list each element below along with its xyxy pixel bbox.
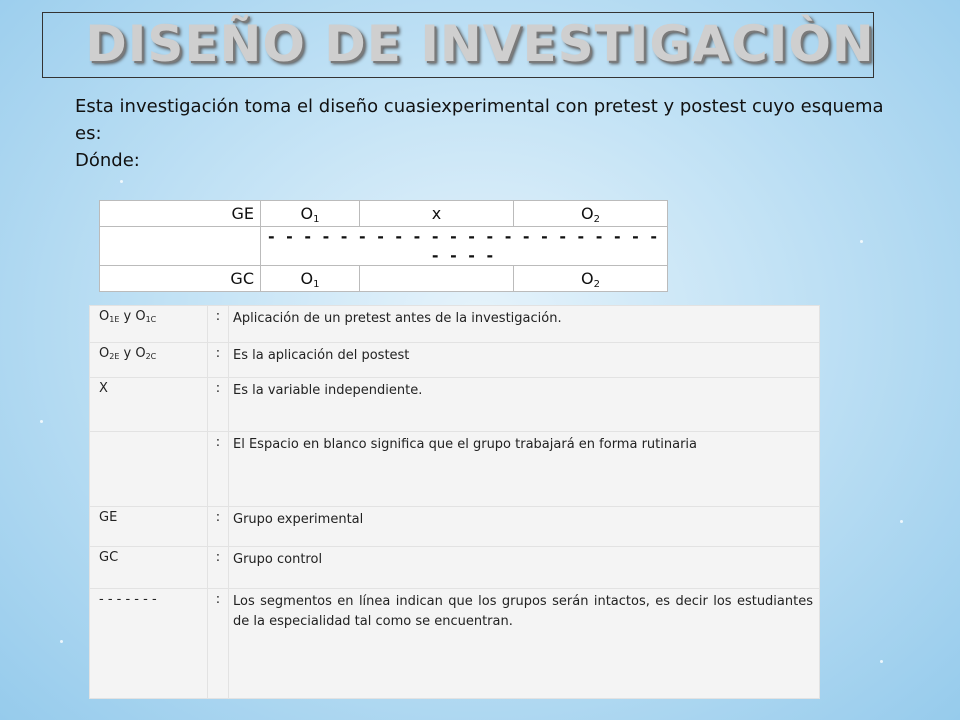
definition-colon: : bbox=[208, 378, 229, 432]
definition-row bbox=[90, 547, 820, 589]
definition-text: Los segmentos en línea indican que los grupos serán intactos, es decir los estudiantes de la especialidad tal como se encuentran. bbox=[229, 589, 820, 699]
scheme-row-gc bbox=[100, 266, 668, 292]
definition-symbol: X bbox=[90, 378, 208, 432]
definition-colon: : bbox=[208, 547, 229, 589]
definitions-table bbox=[89, 305, 820, 699]
definition-symbol: - - - - - - - bbox=[90, 589, 208, 699]
definition-row bbox=[90, 507, 820, 547]
definition-symbol: GE bbox=[90, 507, 208, 547]
intro-paragraph: Esta investigación toma el diseño cuasiexperimental con pretest y postest cuyo esquema es: bbox=[75, 96, 884, 144]
scheme-treatment-cell: x bbox=[360, 201, 514, 227]
scheme-pretest-cell: $O_1$ bbox=[261, 266, 360, 292]
scheme-group-cell: GC bbox=[100, 266, 261, 292]
scheme-dashed-line: - - - - - - - - - - - - - - - - - - - - - - - - - - bbox=[261, 227, 668, 266]
definition-row bbox=[90, 343, 820, 378]
definition-symbol: $O_{2E}$ y $O_{2C}$ bbox=[90, 343, 208, 378]
sparkle-decoration bbox=[120, 180, 123, 183]
scheme-posttest-cell: $O_2$ bbox=[514, 266, 668, 292]
page-title: DISEÑO DE INVESTIGACIÒN bbox=[85, 15, 875, 73]
definition-text: Grupo experimental bbox=[229, 507, 820, 547]
design-scheme-table bbox=[99, 200, 668, 292]
definition-row bbox=[90, 378, 820, 432]
sparkle-decoration bbox=[60, 640, 63, 643]
definition-row bbox=[90, 306, 820, 343]
definition-colon: : bbox=[208, 432, 229, 507]
definition-text: Es la variable independiente. bbox=[229, 378, 820, 432]
definition-symbol: GC bbox=[90, 547, 208, 589]
definition-colon: : bbox=[208, 589, 229, 699]
definition-text: Es la aplicación del postest bbox=[229, 343, 820, 378]
sparkle-decoration bbox=[900, 520, 903, 523]
scheme-group-cell: GE bbox=[100, 201, 261, 227]
scheme-empty-cell bbox=[100, 227, 261, 266]
definition-text: Aplicación de un pretest antes de la investigación. bbox=[229, 306, 820, 343]
definition-colon: : bbox=[208, 507, 229, 547]
definition-colon: : bbox=[208, 343, 229, 378]
definition-symbol: $O_{1E}$ y $O_{1C}$ bbox=[90, 306, 208, 343]
definition-row bbox=[90, 589, 820, 699]
sparkle-decoration bbox=[40, 420, 43, 423]
definition-text: Grupo control bbox=[229, 547, 820, 589]
intro-where: Dónde: bbox=[75, 150, 140, 171]
definition-symbol bbox=[90, 432, 208, 507]
scheme-row-dashes bbox=[100, 227, 668, 266]
intro-text bbox=[75, 93, 895, 174]
scheme-row-ge bbox=[100, 201, 668, 227]
scheme-posttest-cell: $O_2$ bbox=[514, 201, 668, 227]
scheme-treatment-cell bbox=[360, 266, 514, 292]
sparkle-decoration bbox=[880, 660, 883, 663]
sparkle-decoration bbox=[860, 240, 863, 243]
scheme-pretest-cell: $O_1$ bbox=[261, 201, 360, 227]
definition-text: El Espacio en blanco significa que el grupo trabajará en forma rutinaria bbox=[229, 432, 820, 507]
definition-colon: : bbox=[208, 306, 229, 343]
definition-row bbox=[90, 432, 820, 507]
